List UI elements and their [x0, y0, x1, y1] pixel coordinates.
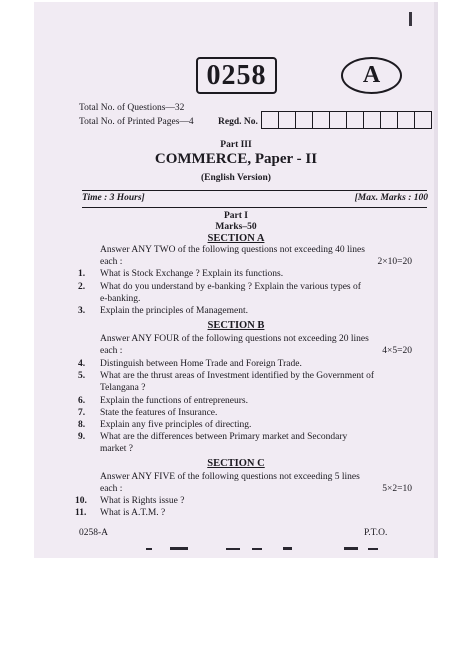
- marks-total: Marks–50: [215, 222, 257, 232]
- question-number: 9.: [78, 432, 86, 442]
- question-number: 10.: [75, 496, 87, 506]
- version-label: (English Version): [201, 173, 271, 183]
- question-text: Distinguish between Home Trade and Foreign Trade.: [100, 359, 302, 369]
- question-text: What is Stock Exchange ? Explain its functions.: [100, 269, 284, 279]
- question-text: What do you understand by e-banking ? Explain the various types of: [100, 282, 361, 292]
- scan-mark: [146, 548, 152, 550]
- question-text: What is Rights issue ?: [100, 496, 185, 506]
- question-text: What are the differences between Primary market and Secondary: [100, 432, 348, 442]
- question-number: 8.: [78, 420, 86, 430]
- question-text-cont: Telangana ?: [100, 383, 146, 393]
- question-number: 2.: [78, 282, 86, 292]
- total-pages: Total No. of Printed Pages—4: [79, 117, 194, 127]
- section-c-heading: SECTION C: [207, 458, 265, 469]
- question-text: Explain any five principles of directing.: [100, 420, 252, 430]
- section-c-instruction-cont: each :: [100, 484, 123, 494]
- question-text-cont: market ?: [100, 444, 133, 454]
- question-number: 7.: [78, 408, 86, 418]
- section-c-scheme: 5×2=10: [382, 484, 412, 494]
- scan-mark: [226, 548, 240, 550]
- max-marks-label: [Max. Marks : 100: [354, 193, 428, 203]
- total-questions: Total No. of Questions—32: [79, 103, 185, 113]
- scan-mark: [368, 548, 378, 550]
- pen-mark: [409, 12, 412, 26]
- part1-label: Part I: [223, 211, 248, 221]
- regd-no-boxes[interactable]: [262, 111, 432, 129]
- scan-mark: [344, 547, 358, 550]
- scan-mark: [252, 548, 262, 550]
- question-text-cont: e-banking.: [100, 294, 141, 304]
- section-c-instruction: Answer ANY FIVE of the following questions not exceeding 5 lines: [100, 472, 360, 482]
- question-number: 5.: [78, 371, 86, 381]
- part-label: Part III: [220, 140, 252, 150]
- section-a-instruction-cont: each :: [100, 257, 123, 267]
- section-b-heading: SECTION B: [207, 320, 265, 331]
- section-b-scheme: 4×5=20: [382, 346, 412, 356]
- section-a-instruction: Answer ANY TWO of the following questions not exceeding 40 lines: [100, 245, 365, 255]
- section-b-instruction-cont: each :: [100, 346, 123, 356]
- question-text: What are the thrust areas of Investment identified by the Government of: [100, 371, 375, 381]
- divider-bottom: [82, 207, 427, 208]
- divider-top: [82, 190, 427, 191]
- footer-pto: P.T.O.: [364, 528, 388, 538]
- question-text: What is A.T.M. ?: [100, 508, 166, 518]
- section-b-instruction: Answer ANY FOUR of the following questions not exceeding 20 lines: [100, 334, 369, 344]
- question-number: 1.: [78, 269, 86, 279]
- section-a-heading: SECTION A: [207, 233, 265, 244]
- paper-code-box: 0258: [196, 57, 277, 94]
- question-number: 4.: [78, 359, 86, 369]
- paper-title: COMMERCE, Paper - II: [154, 151, 318, 167]
- question-number: 3.: [78, 306, 86, 316]
- time-label: Time : 3 Hours]: [82, 193, 145, 203]
- scan-mark: [283, 547, 292, 550]
- section-a-scheme: 2×10=20: [377, 257, 412, 267]
- footer-paper-code: 0258-A: [79, 528, 109, 538]
- question-number: 6.: [78, 396, 86, 406]
- question-text: Explain the principles of Management.: [100, 306, 248, 316]
- set-letter-oval: A: [341, 57, 402, 94]
- question-number: 11.: [75, 508, 87, 518]
- question-text: State the features of Insurance.: [100, 408, 218, 418]
- regd-no-label: Regd. No.: [218, 117, 258, 127]
- scan-mark: [170, 547, 188, 550]
- question-text: Explain the functions of entrepreneurs.: [100, 396, 248, 406]
